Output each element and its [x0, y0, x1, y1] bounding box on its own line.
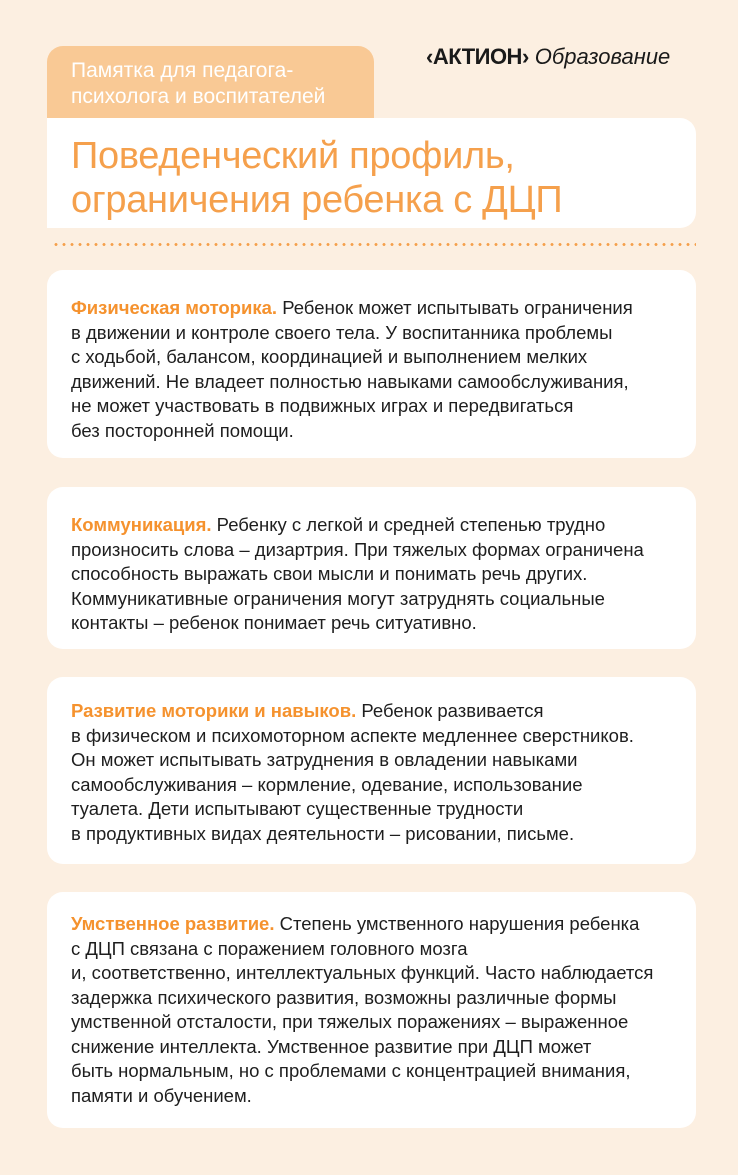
section-text-line: не может участвовать в подвижных играх и передвигаться	[71, 395, 574, 416]
section-text-line: движений. Не владеет полностью навыками самообслуживания,	[71, 370, 629, 392]
audience-tag-line: Памятка для педагога-	[71, 59, 294, 82]
audience-tag	[47, 46, 374, 126]
publisher-logo	[426, 42, 670, 72]
section-text-line: в физическом и психомоторном аспекте медленнее сверстников.	[71, 724, 634, 746]
section-text-line: умственной отсталости, при тяжелых поражениях – выраженное	[71, 1011, 629, 1032]
section-card-physical-motor	[47, 270, 696, 458]
section-lead: Умственное развитие.	[71, 913, 275, 934]
section-card-mental-development	[47, 892, 696, 1128]
page-title-line: Поведенческий профиль,	[71, 135, 515, 177]
section-card-communication	[47, 487, 696, 649]
audience-tag-line: психолога и воспитателей	[71, 85, 326, 108]
page-title-line: ограничения ребенка с ДЦП	[71, 179, 563, 221]
section-text-line: с ДЦП связана с поражением головного мозга	[71, 937, 468, 959]
page-title	[71, 134, 696, 222]
section-text-line: способность выражать свои мысли и понимать речь других.	[71, 563, 588, 584]
logo-brand: ‹АКТИОН›	[426, 44, 529, 69]
section-lead: Коммуникация.	[71, 514, 212, 535]
section-text-line: контакты – ребенок понимает речь ситуативно.	[71, 612, 477, 633]
section-text-line: с ходьбой, балансом, координацией и выполнением мелких	[71, 346, 588, 367]
dotted-divider	[52, 243, 696, 246]
section-first-line	[71, 912, 676, 937]
section-first-line	[71, 513, 676, 538]
section-first-line	[71, 296, 676, 321]
section-text: Степень умственного нарушения ребенка	[274, 913, 640, 934]
section-text-line: задержка психического развития, возможны различные формы	[71, 986, 617, 1008]
section-text-line: и, соответственно, интеллектуальных функций. Часто наблюдается	[71, 962, 654, 983]
section-text-line: в продуктивных видах деятельности – рисовании, письме.	[71, 822, 575, 844]
section-text: Ребенок может испытывать ограничения	[277, 297, 633, 318]
section-first-line	[71, 699, 676, 724]
section-text: Ребенок развивается	[356, 700, 544, 721]
section-text-line: Он может испытывать затруднения в овладении навыками	[71, 749, 578, 770]
section-text-line: без посторонней помощи.	[71, 419, 294, 441]
section-text-line: Коммуникативные ограничения могут затруднять социальные	[71, 587, 605, 609]
section-lead: Физическая моторика.	[71, 297, 278, 318]
section-lead: Развитие моторики и навыков.	[71, 700, 357, 721]
section-text-line: быть нормальным, но с проблемами с концентрацией внимания,	[71, 1060, 631, 1081]
section-text-line: произносить слова – дизартрия. При тяжелых формах ограничена	[71, 538, 644, 560]
section-text-line: памяти и обучением.	[71, 1084, 252, 1106]
section-text: Ребенку с легкой и средней степенью трудно	[211, 514, 606, 535]
section-text-line: снижение интеллекта. Умственное развитие при ДЦП может	[71, 1035, 592, 1057]
logo-subtitle: Образование	[534, 44, 671, 69]
section-text-line: в движении и контроле своего тела. У воспитанника проблемы	[71, 321, 613, 343]
section-card-skills-development	[47, 677, 696, 864]
section-text-line: туалета. Дети испытывают существенные трудности	[71, 798, 524, 819]
title-card	[47, 118, 696, 228]
section-text-line: самообслуживания – кормление, одевание, использование	[71, 773, 583, 795]
